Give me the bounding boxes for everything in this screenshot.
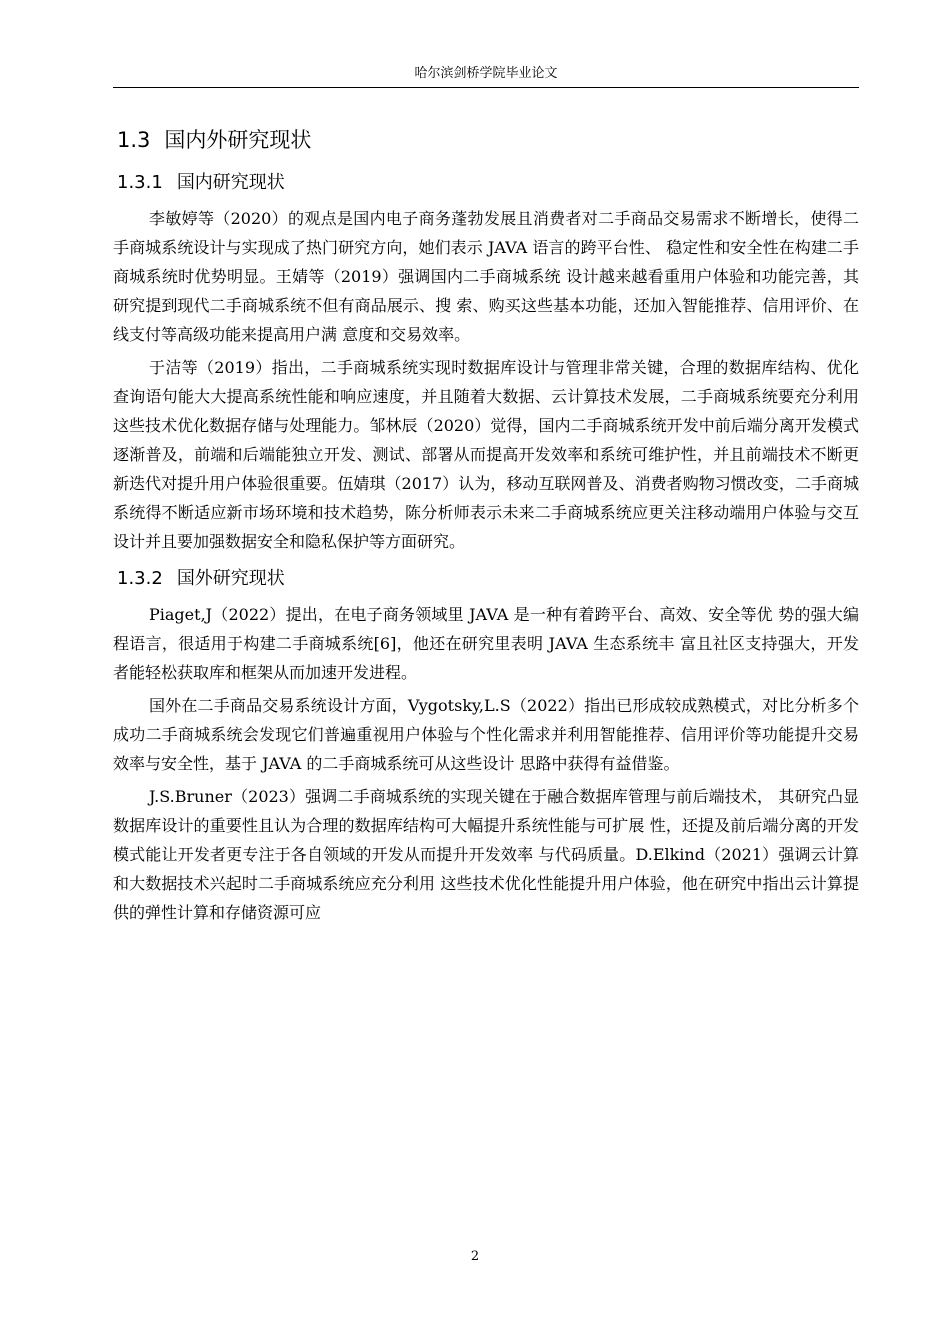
page-number: 2 xyxy=(470,1249,480,1264)
paragraph: Piaget,J（2022）提出，在电子商务领域里 JAVA 是一种有着跨平台、高效、安全等优 势的强大编程语言，很适用于构建二手商城系统[6]，他还在研究里表明 JAVA 生态系统丰 富且社区支持强大，开发者能轻松获取库和框架从而加速开发进程。 xyxy=(113,605,859,682)
subsection-title: 国内研究现状 xyxy=(176,172,285,193)
subsection-heading-domestic xyxy=(117,166,859,200)
paragraph: 国外在二手商品交易系统设计方面，Vygotsky,L.S（2022）指出已形成较成熟模式，对比分析多个成功二手商城系统会发现它们普遍重视用户体验与个性化需求并利用智能推荐、信用评价等功能提升交易效率与安全性，基于 JAVA 的二手商城系统可从这些设计 思路中获得有益借鉴。 xyxy=(113,696,859,773)
section-heading xyxy=(117,120,859,160)
paragraph: J.S.Bruner（2023）强调二手商城系统的实现关键在于融合数据库管理与前后端技术， 其研究凸显数据库设计的重要性且认为合理的数据库结构可大幅提升系统性能与可扩展 性，还提及前后端分离的开发模式能让开发者更专注于各自领域的开发从而提升开发效率 与代码质量。D.Elkind（2021）强调云计算和大数据技术兴起时二手商城系统应充分利用 这些技术优化性能提升用户体验，他在研究中指出云计算提供的弹性计算和存储资源可应 xyxy=(113,787,859,922)
subsection-number: 1.3.1 xyxy=(117,172,163,193)
section-title: 国内外研究现状 xyxy=(164,128,312,152)
section-number: 1.3 xyxy=(117,128,151,152)
paragraph: 于洁等（2019）指出，二手商城系统实现时数据库设计与管理非常关键，合理的数据库结构、优化查询语句能大大提高系统性能和响应速度，并且随着大数据、云计算技术发展，二手商城系统要充分利用这些技术优化数据存储与处理能力。邹林辰（2020）觉得，国内二手商城系统开发中前后端分离开发模式逐渐普及，前端和后端能独立开发、测试、部署从而提高开发效率和系统可维护性，并且前端技术不断更新迭代对提升用户体验很重要。伍婧琪（2017）认为，移动互联网普及、消费者购物习惯改变，二手商城系统得不断适应新市场环境和技术趋势，陈分析师表示未来二手商城系统应更关注移动端用户体验与交互设计并且要加强数据安全和隐私保护等方面研究。 xyxy=(113,358,859,551)
subsection-number: 1.3.2 xyxy=(117,568,163,589)
header-divider xyxy=(113,87,859,88)
paragraph: 李敏婷等（2020）的观点是国内电子商务蓬勃发展且消费者对二手商品交易需求不断增长，使得二手商城系统设计与实现成了热门研究方向，她们表示 JAVA 语言的跨平台性、 稳定性和安全性在构建二手商城系统时优势明显。王婧等（2019）强调国内二手商城系统 设计越来越看重用户体验和功能完善，其研究提到现代二手商城系统不但有商品展示、搜 索、购买这些基本功能，还加入智能推荐、信用评价、在线支付等高级功能来提高用户满 意度和交易效率。 xyxy=(113,209,859,344)
subsection-title: 国外研究现状 xyxy=(176,568,285,589)
page-content xyxy=(113,120,859,931)
subsection-heading-foreign xyxy=(117,562,859,596)
page-header: 哈尔滨剑桥学院毕业论文 xyxy=(414,66,558,81)
